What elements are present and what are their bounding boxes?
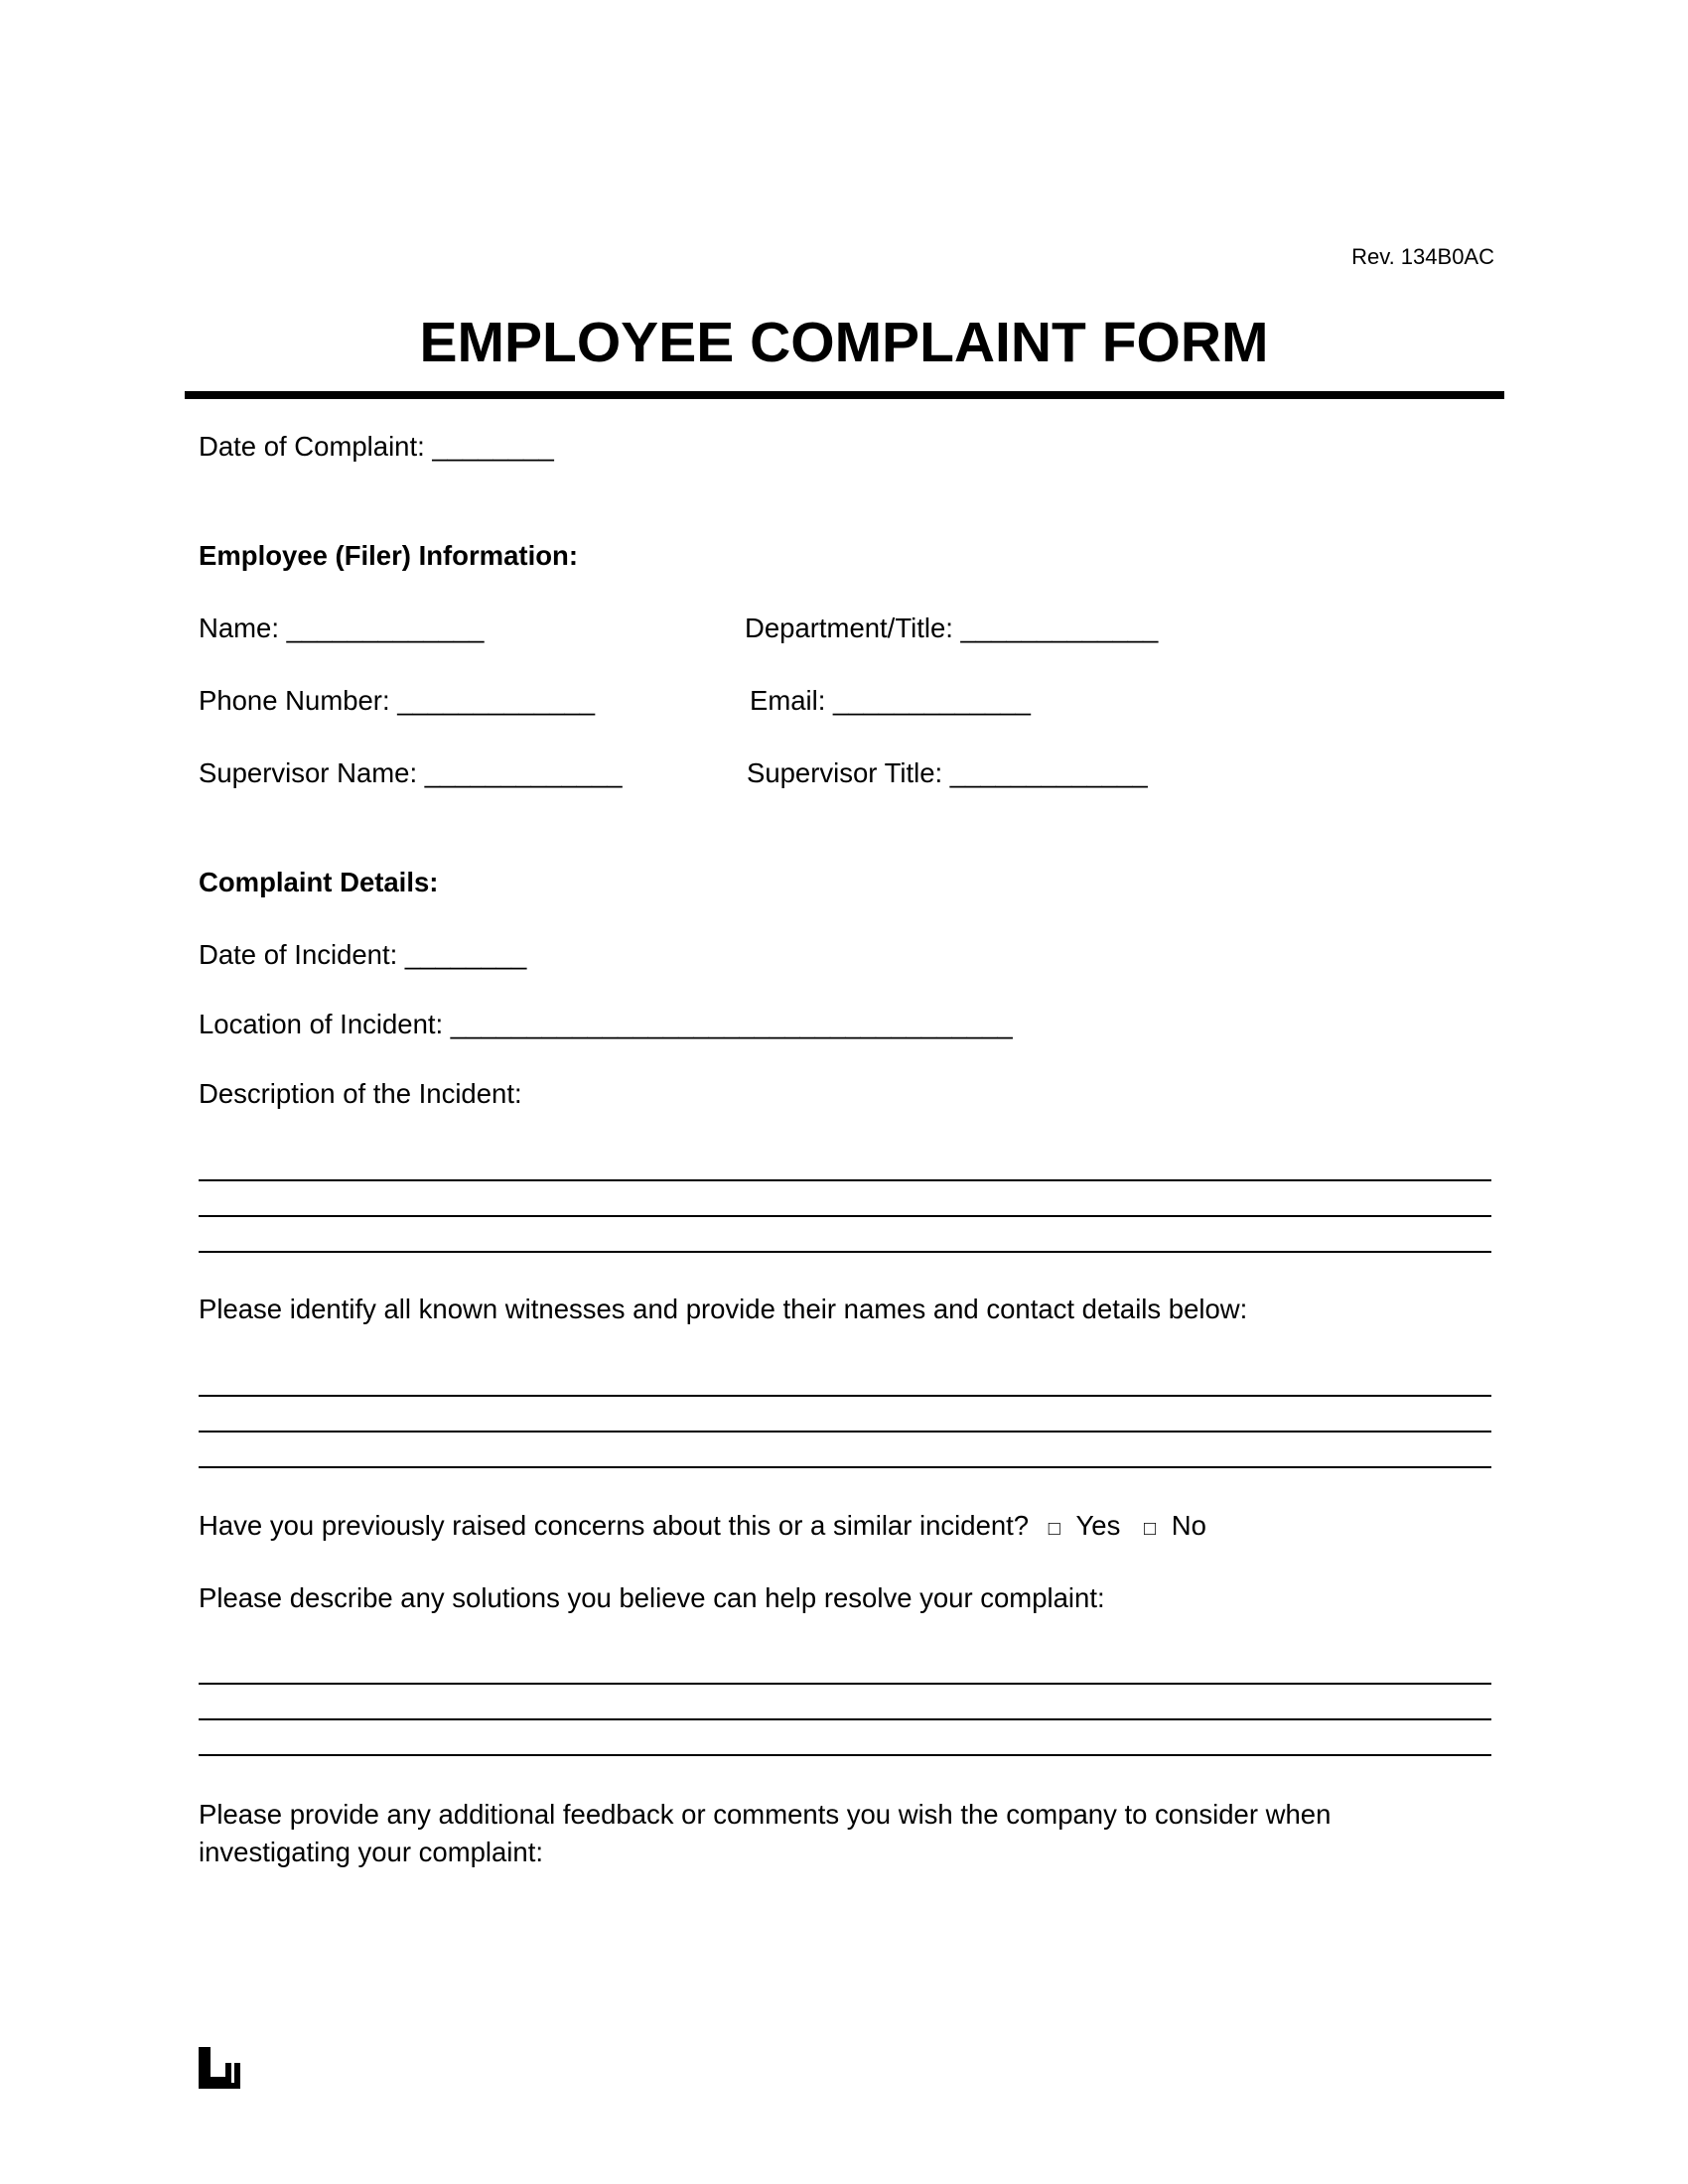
phone-number-field[interactable]: Phone Number: _____________ (199, 685, 596, 716)
location-of-incident-field[interactable]: Location of Incident: _____________________________________ (199, 1009, 1013, 1039)
supervisor-title-field[interactable]: Supervisor Title: _____________ (747, 757, 1148, 788)
description-prompt: Description of the Incident: (199, 1078, 522, 1109)
complaint-details-heading: Complaint Details: (199, 867, 439, 897)
witnesses-prompt: Please identify all known witnesses and provide their names and contact details below: (199, 1294, 1248, 1324)
description-line-2[interactable] (199, 1215, 1491, 1217)
title-rule (185, 391, 1504, 399)
solutions-line-3[interactable] (199, 1754, 1491, 1756)
previous-concerns-row (199, 1510, 1206, 1545)
no-checkbox[interactable]: □ (1144, 1518, 1157, 1540)
yes-checkbox[interactable]: □ (1048, 1518, 1060, 1540)
supervisor-name-field[interactable]: Supervisor Name: _____________ (199, 757, 623, 788)
employee-info-heading: Employee (Filer) Information: (199, 540, 578, 571)
feedback-prompt-line-1: Please provide any additional feedback or comments you wish the company to consider when (199, 1799, 1332, 1830)
yes-label: Yes (1075, 1510, 1121, 1541)
previous-concerns-prompt: Have you previously raised concerns about this or a similar incident? (199, 1510, 1030, 1541)
email-field[interactable]: Email: _____________ (750, 685, 1031, 716)
witnesses-line-3[interactable] (199, 1466, 1491, 1468)
date-of-incident-field[interactable]: Date of Incident: ________ (199, 939, 527, 970)
solutions-line-1[interactable] (199, 1683, 1491, 1685)
description-line-1[interactable] (199, 1179, 1491, 1181)
name-field[interactable]: Name: _____________ (199, 613, 485, 643)
witnesses-line-2[interactable] (199, 1431, 1491, 1433)
solutions-line-2[interactable] (199, 1718, 1491, 1720)
department-title-field[interactable]: Department/Title: _____________ (745, 613, 1159, 643)
feedback-prompt-line-2: investigating your complaint: (199, 1837, 543, 1867)
revision-number: Rev. 134B0AC (1351, 244, 1494, 269)
form-title: EMPLOYEE COMPLAINT FORM (419, 311, 1269, 374)
document-logo-icon (199, 2047, 240, 2089)
no-label: No (1171, 1510, 1206, 1541)
date-of-complaint-field[interactable]: Date of Complaint: ________ (199, 431, 554, 462)
solutions-prompt: Please describe any solutions you believe can help resolve your complaint: (199, 1582, 1105, 1613)
description-line-3[interactable] (199, 1251, 1491, 1253)
witnesses-line-1[interactable] (199, 1395, 1491, 1397)
